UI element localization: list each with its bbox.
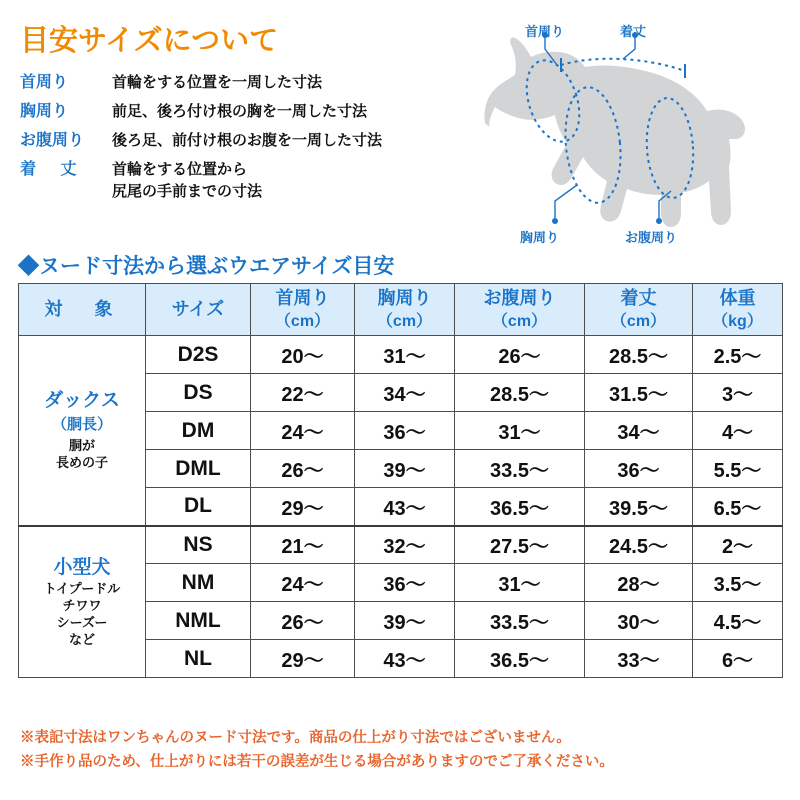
- cell-length: 34〜: [585, 412, 693, 450]
- table-body: [19, 336, 783, 678]
- cell-chest: 36〜: [355, 564, 455, 602]
- cell-belly: 33.5〜: [455, 602, 585, 640]
- cell-size: NML: [146, 602, 251, 640]
- definition-row: [20, 130, 460, 152]
- group-note-line1: トイプードル: [43, 580, 121, 596]
- cell-chest: 36〜: [355, 412, 455, 450]
- col-header-neck-unit: （cm）: [274, 312, 331, 330]
- cell-size: D2S: [146, 336, 251, 374]
- cell-neck: 24〜: [251, 412, 355, 450]
- definition-row: [20, 159, 460, 203]
- cell-length: 39.5〜: [585, 488, 693, 526]
- group-note-line3: シーズー: [56, 614, 108, 630]
- cell-chest: 32〜: [355, 526, 455, 564]
- cell-weight: 2.5〜: [693, 336, 783, 374]
- definition-term-belly: お腹周り: [20, 132, 85, 149]
- table-header-row: [19, 284, 783, 336]
- cell-chest: 34〜: [355, 374, 455, 412]
- cell-weight: 5.5〜: [693, 450, 783, 488]
- cell-weight: 2〜: [693, 526, 783, 564]
- group-cell-small-dog: [19, 526, 146, 678]
- cell-chest: 43〜: [355, 488, 455, 526]
- definition-desc-length-line2: 尻尾の手前までの寸法: [112, 183, 263, 200]
- cell-size: DM: [146, 412, 251, 450]
- col-header-weight: [693, 284, 783, 336]
- cell-size: NL: [146, 640, 251, 678]
- page-title: 目安サイズについて: [20, 25, 279, 57]
- group-note-line4: など: [68, 631, 95, 647]
- group-note-line2: 長めの子: [55, 455, 108, 471]
- col-header-belly-unit: （cm）: [491, 312, 548, 330]
- footnote-2: ※手作り品のため、仕上がりには若干の誤差が生じる場合がありますのでご了承ください。: [20, 754, 614, 770]
- footnotes: [20, 726, 790, 774]
- cell-weight: 6.5〜: [693, 488, 783, 526]
- cell-length: 28.5〜: [585, 336, 693, 374]
- cell-weight: 4.5〜: [693, 602, 783, 640]
- definition-desc-neck: 首輪をする位置を一周した寸法: [112, 74, 323, 91]
- cell-belly: 36.5〜: [455, 640, 585, 678]
- cell-belly: 31〜: [455, 412, 585, 450]
- cell-weight: 6〜: [693, 640, 783, 678]
- cell-neck: 21〜: [251, 526, 355, 564]
- definition-row: [20, 72, 460, 94]
- col-header-neck: [251, 284, 355, 336]
- definition-term-chest: 胸周り: [20, 103, 69, 120]
- group-name-dachshund: ダックス: [44, 390, 120, 412]
- table-head: [19, 284, 783, 336]
- cell-weight: 3〜: [693, 374, 783, 412]
- figure-label-chest: 胸周り: [520, 230, 560, 245]
- col-header-chest: [355, 284, 455, 336]
- group-cell-dachshund: [19, 336, 146, 526]
- cell-belly: 31〜: [455, 564, 585, 602]
- cell-neck: 22〜: [251, 374, 355, 412]
- cell-belly: 36.5〜: [455, 488, 585, 526]
- figure-label-belly: お腹周り: [625, 230, 678, 245]
- cell-belly: 27.5〜: [455, 526, 585, 564]
- cell-length: 28〜: [585, 564, 693, 602]
- col-header-length-label: 着丈: [620, 287, 657, 308]
- col-header-target: 対 象: [19, 284, 146, 336]
- cell-belly: 26〜: [455, 336, 585, 374]
- cell-neck: 24〜: [251, 564, 355, 602]
- cell-chest: 39〜: [355, 602, 455, 640]
- dog-illustration-svg: [445, 5, 795, 260]
- table-row: [19, 526, 783, 564]
- definition-desc-length-line1: 首輪をする位置から: [112, 161, 248, 178]
- cell-neck: 29〜: [251, 640, 355, 678]
- size-table: [18, 283, 783, 678]
- cell-size: DS: [146, 374, 251, 412]
- cell-neck: 29〜: [251, 488, 355, 526]
- col-header-chest-label: 胸周り: [377, 287, 432, 308]
- cell-length: 31.5〜: [585, 374, 693, 412]
- col-header-length-unit: （cm）: [610, 312, 667, 330]
- cell-length: 33〜: [585, 640, 693, 678]
- definition-term-length: 着 丈: [20, 161, 87, 178]
- figure-label-neck: 首周り: [525, 24, 565, 39]
- cell-neck: 26〜: [251, 450, 355, 488]
- dog-silhouette: [484, 37, 745, 227]
- definition-desc-length: [112, 159, 262, 203]
- cell-neck: 26〜: [251, 602, 355, 640]
- col-header-length: [585, 284, 693, 336]
- col-header-neck-label: 首周り: [275, 287, 330, 308]
- cell-length: 24.5〜: [585, 526, 693, 564]
- figure-label-length: 着丈: [620, 24, 647, 39]
- col-header-size: サイズ: [146, 284, 251, 336]
- col-header-weight-label: 体重: [719, 287, 756, 308]
- definition-desc-belly: 後ろ足、前付け根のお腹を一周した寸法: [112, 132, 383, 149]
- definition-row: [20, 101, 460, 123]
- table-row: [19, 336, 783, 374]
- definition-desc-chest: 前足、後ろ付け根の胸を一周した寸法: [112, 103, 368, 120]
- cell-belly: 33.5〜: [455, 450, 585, 488]
- group-subtitle-dachshund: （胴長）: [51, 416, 112, 434]
- cell-chest: 43〜: [355, 640, 455, 678]
- footnote-1: ※表記寸法はワンちゃんのヌード寸法です。商品の仕上がり寸法ではございません。: [20, 730, 571, 746]
- cell-weight: 3.5〜: [693, 564, 783, 602]
- group-note-line2: チワワ: [62, 597, 102, 613]
- measurement-definitions: [20, 72, 460, 210]
- cell-length: 30〜: [585, 602, 693, 640]
- definition-term-neck: 首周り: [20, 74, 69, 91]
- section-heading: ◆ヌード寸法から選ぶウエアサイズ目安: [18, 255, 395, 278]
- col-header-weight-unit: （kg）: [712, 312, 763, 330]
- cell-chest: 31〜: [355, 336, 455, 374]
- cell-size: NS: [146, 526, 251, 564]
- group-note-line1: 胴が: [68, 438, 95, 454]
- cell-length: 36〜: [585, 450, 693, 488]
- cell-chest: 39〜: [355, 450, 455, 488]
- cell-neck: 20〜: [251, 336, 355, 374]
- group-name-small-dog: 小型犬: [53, 556, 111, 578]
- col-header-belly: [455, 284, 585, 336]
- cell-size: NM: [146, 564, 251, 602]
- cell-weight: 4〜: [693, 412, 783, 450]
- cell-size: DL: [146, 488, 251, 526]
- cell-size: DML: [146, 450, 251, 488]
- cell-belly: 28.5〜: [455, 374, 585, 412]
- col-header-chest-unit: （cm）: [376, 312, 433, 330]
- dog-diagram: [445, 5, 795, 260]
- col-header-belly-label: お腹周り: [483, 287, 556, 308]
